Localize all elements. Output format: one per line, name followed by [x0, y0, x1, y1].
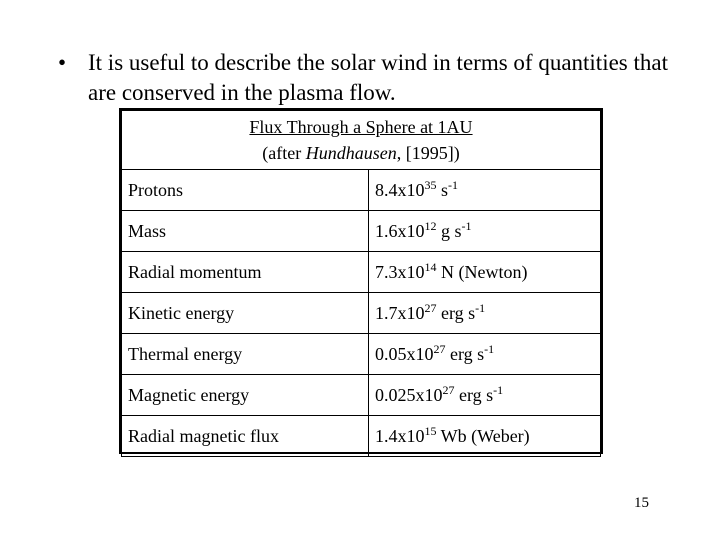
quantity-cell: Thermal energy	[122, 334, 369, 375]
table-row	[122, 170, 601, 211]
value-unit-exp: -1	[475, 300, 486, 315]
quantity-cell: Radial momentum	[122, 252, 369, 293]
value-cell	[369, 170, 601, 211]
table-row	[122, 293, 601, 334]
value-mantissa: 0.025x10	[375, 384, 443, 405]
table-row	[122, 211, 601, 252]
value-exp: 27	[442, 382, 455, 397]
quantity-cell: Kinetic energy	[122, 293, 369, 334]
value-exp: 27	[433, 341, 446, 356]
table-row	[122, 252, 601, 293]
value-mantissa: 7.3x10	[375, 261, 425, 282]
value-mantissa: 1.4x10	[375, 425, 425, 446]
value-unit: s	[436, 179, 449, 200]
value-exp: 15	[424, 423, 437, 438]
quantity-cell: Radial magnetic flux	[122, 416, 369, 457]
quantity-cell: Mass	[122, 211, 369, 252]
value-mantissa: 0.05x10	[375, 343, 434, 364]
value-mantissa: 8.4x10	[375, 179, 425, 200]
value-mantissa: 1.6x10	[375, 220, 425, 241]
value-exp: 35	[424, 177, 437, 192]
bullet-text: It is useful to describe the solar wind in terms of quantities that are conserved in the plasma flow.	[88, 50, 668, 105]
table-header	[122, 111, 601, 170]
value-unit: g s	[436, 220, 462, 241]
value-cell	[369, 293, 601, 334]
value-unit-exp: -1	[484, 341, 495, 356]
value-cell	[369, 375, 601, 416]
table-body	[122, 170, 601, 457]
value-unit-exp: -1	[493, 382, 504, 397]
value-unit: erg s	[454, 384, 494, 405]
value-exp: 14	[424, 259, 437, 274]
citation-author: Hundhausen	[305, 143, 397, 163]
value-mantissa: 1.7x10	[375, 302, 425, 323]
quantity-cell: Protons	[122, 170, 369, 211]
table-header-row	[122, 111, 601, 170]
quantity-cell: Magnetic energy	[122, 375, 369, 416]
value-cell	[369, 334, 601, 375]
value-unit: Wb (Weber)	[436, 425, 530, 446]
value-cell	[369, 252, 601, 293]
value-cell	[369, 416, 601, 457]
table-row	[122, 375, 601, 416]
bullet-marker: •	[58, 50, 67, 75]
table-row	[122, 334, 601, 375]
value-unit-exp: -1	[461, 218, 472, 233]
table-title: Flux Through a Sphere at 1AU	[249, 117, 473, 137]
flux-table	[121, 110, 601, 457]
table-row	[122, 416, 601, 457]
value-exp: 12	[424, 218, 437, 233]
table-subtitle: (after Hundhausen, [1995])	[262, 143, 460, 163]
value-unit: erg s	[445, 343, 485, 364]
page-number: 15	[634, 495, 649, 511]
value-unit-exp: -1	[448, 177, 459, 192]
value-unit: erg s	[436, 302, 476, 323]
value-cell	[369, 211, 601, 252]
value-exp: 27	[424, 300, 437, 315]
value-unit: N (Newton)	[436, 261, 528, 282]
